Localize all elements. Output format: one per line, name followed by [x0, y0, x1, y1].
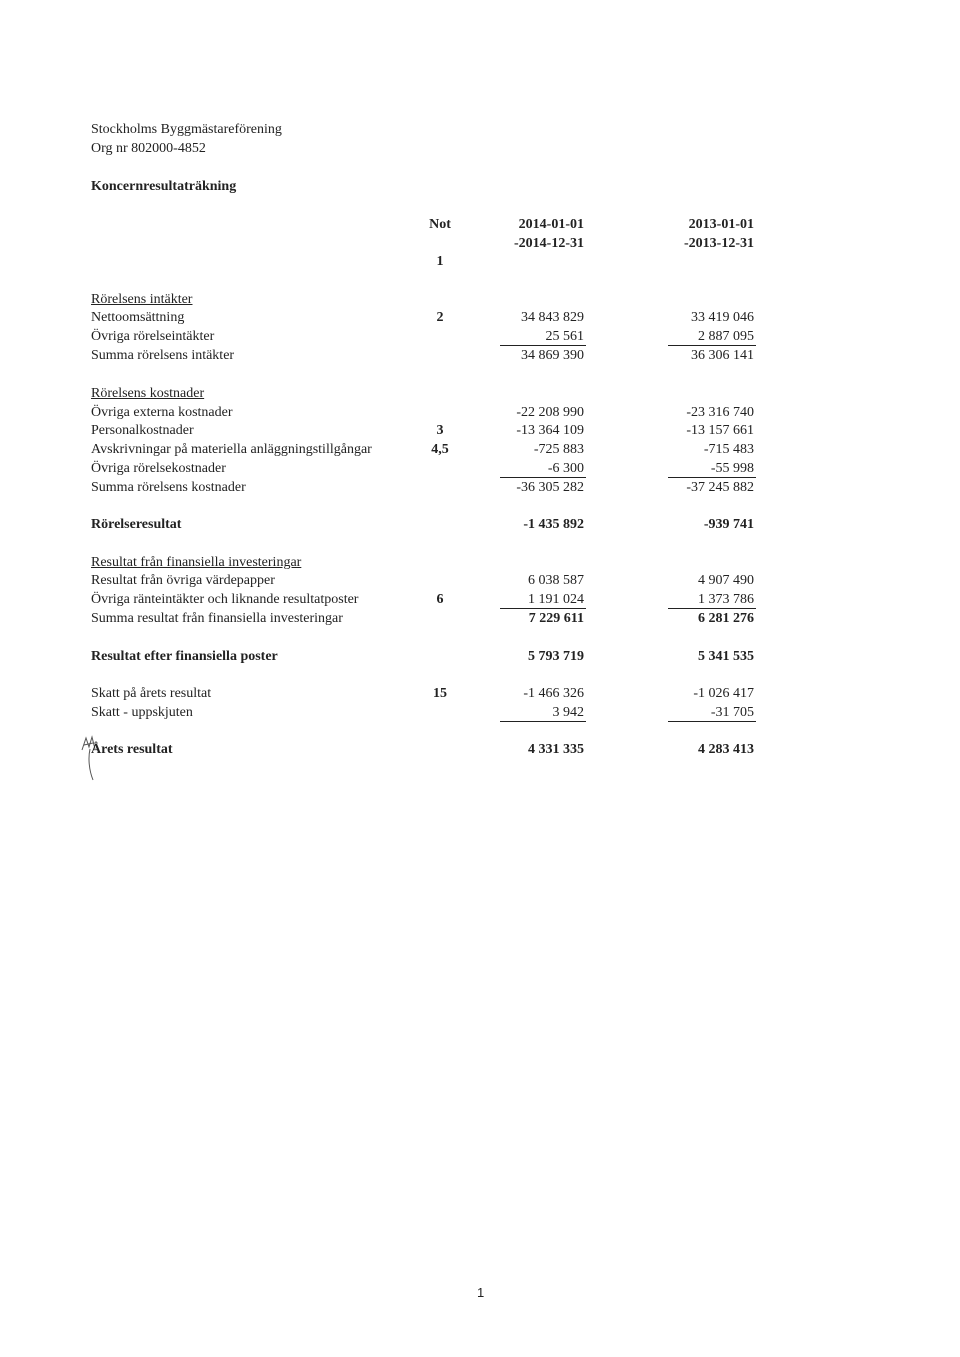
row-value-2014-personnel-costs: -13 364 109 [516, 423, 584, 438]
period-2014-start: 2014-01-01 [518, 217, 584, 232]
sum-rule-2014 [500, 721, 586, 722]
period-2014-end: -2014-12-31 [514, 236, 584, 251]
row-note-depreciation: 4,5 [431, 442, 449, 457]
row-label-interest-income: Övriga ränteintäkter och liknande resultatposter [91, 592, 359, 607]
row-label-operating-profit: Rörelseresultat [91, 517, 182, 532]
row-value-2014-total-financial-result: 7 229 611 [528, 611, 584, 626]
period-2013-end: -2013-12-31 [684, 236, 754, 251]
row-value-2013-securities-result: 4 907 490 [698, 573, 754, 588]
row-note-interest-income: 6 [436, 592, 444, 607]
row-label-deferred-tax: Skatt - uppskjuten [91, 705, 193, 720]
row-value-2014-net-result: 4 331 335 [528, 742, 584, 757]
row-note-income-tax: 15 [433, 686, 447, 701]
row-value-2014-other-operating-expenses: -6 300 [547, 461, 584, 476]
row-value-2013-deferred-tax: -31 705 [710, 705, 754, 720]
row-label-result-after-financial: Resultat efter finansiella poster [91, 649, 278, 664]
row-value-2013-net-result: 4 283 413 [698, 742, 754, 757]
row-value-2013-income-tax: -1 026 417 [693, 686, 754, 701]
row-value-2014-deferred-tax: 3 942 [552, 705, 584, 720]
row-value-2014-income-tax: -1 466 326 [523, 686, 584, 701]
sum-rule-2013 [668, 345, 756, 346]
page-title: Koncernresultaträkning [91, 179, 237, 194]
sum-rule-2014 [500, 345, 586, 346]
section-heading-financial-investments: Resultat från finansiella investeringar [91, 555, 302, 570]
org-number: Org nr 802000-4852 [91, 141, 206, 156]
row-label-personnel-costs: Personalkostnader [91, 423, 194, 438]
row-label-net-result: Årets resultat [91, 742, 173, 757]
row-value-2014-other-operating-income: 25 561 [545, 329, 584, 344]
section-heading-operating-expenses: Rörelsens kostnader [91, 386, 205, 401]
row-label-total-operating-expenses: Summa rörelsens kostnader [91, 480, 246, 495]
row-label-other-operating-expenses: Övriga rörelsekostnader [91, 461, 226, 476]
section-heading-operating-income: Rörelsens intäkter [91, 292, 193, 307]
sum-rule-2013 [668, 721, 756, 722]
row-value-2014-total-operating-income: 34 869 390 [521, 348, 584, 363]
row-value-2014-interest-income: 1 191 024 [528, 592, 584, 607]
note-column-header: Not [429, 217, 451, 232]
row-value-2014-operating-profit: -1 435 892 [523, 517, 584, 532]
period-2013-start: 2013-01-01 [688, 217, 754, 232]
row-value-2013-net-sales: 33 419 046 [691, 310, 754, 325]
row-value-2013-other-operating-expenses: -55 998 [710, 461, 754, 476]
row-note-net-sales: 2 [436, 310, 444, 325]
sum-rule-2014 [500, 477, 586, 478]
page-number: 1 [477, 1285, 485, 1300]
row-label-net-sales: Nettoomsättning [91, 310, 185, 325]
row-value-2013-other-operating-income: 2 887 095 [698, 329, 754, 344]
row-label-total-operating-income: Summa rörelsens intäkter [91, 348, 235, 363]
row-value-2014-securities-result: 6 038 587 [528, 573, 584, 588]
row-label-depreciation: Avskrivningar på materiella anläggningstillgångar [91, 442, 372, 457]
row-value-2014-depreciation: -725 883 [533, 442, 584, 457]
row-value-2013-operating-profit: -939 741 [703, 517, 754, 532]
row-label-other-external-expenses: Övriga externa kostnader [91, 405, 233, 420]
row-label-income-tax: Skatt på årets resultat [91, 686, 212, 701]
row-label-securities-result: Resultat från övriga värdepapper [91, 573, 275, 588]
sum-rule-2013 [668, 477, 756, 478]
note-reference: 1 [436, 254, 444, 269]
row-value-2013-total-operating-income: 36 306 141 [691, 348, 754, 363]
row-value-2013-other-external-expenses: -23 316 740 [686, 405, 754, 420]
row-label-other-operating-income: Övriga rörelseintäkter [91, 329, 215, 344]
row-value-2013-total-operating-expenses: -37 245 882 [686, 480, 754, 495]
row-value-2013-result-after-financial: 5 341 535 [698, 649, 754, 664]
row-value-2014-result-after-financial: 5 793 719 [528, 649, 584, 664]
row-value-2014-net-sales: 34 843 829 [521, 310, 584, 325]
row-label-total-financial-result: Summa resultat från finansiella investeringar [91, 611, 343, 626]
row-value-2014-other-external-expenses: -22 208 990 [516, 405, 584, 420]
row-value-2013-interest-income: 1 373 786 [698, 592, 754, 607]
row-value-2013-personnel-costs: -13 157 661 [686, 423, 754, 438]
row-value-2013-depreciation: -715 483 [703, 442, 754, 457]
sum-rule-2013 [668, 608, 756, 609]
row-value-2013-total-financial-result: 6 281 276 [698, 611, 754, 626]
row-note-personnel-costs: 3 [436, 423, 444, 438]
company-name: Stockholms Byggmästareförening [91, 122, 282, 137]
row-value-2014-total-operating-expenses: -36 305 282 [516, 480, 584, 495]
sum-rule-2014 [500, 608, 586, 609]
